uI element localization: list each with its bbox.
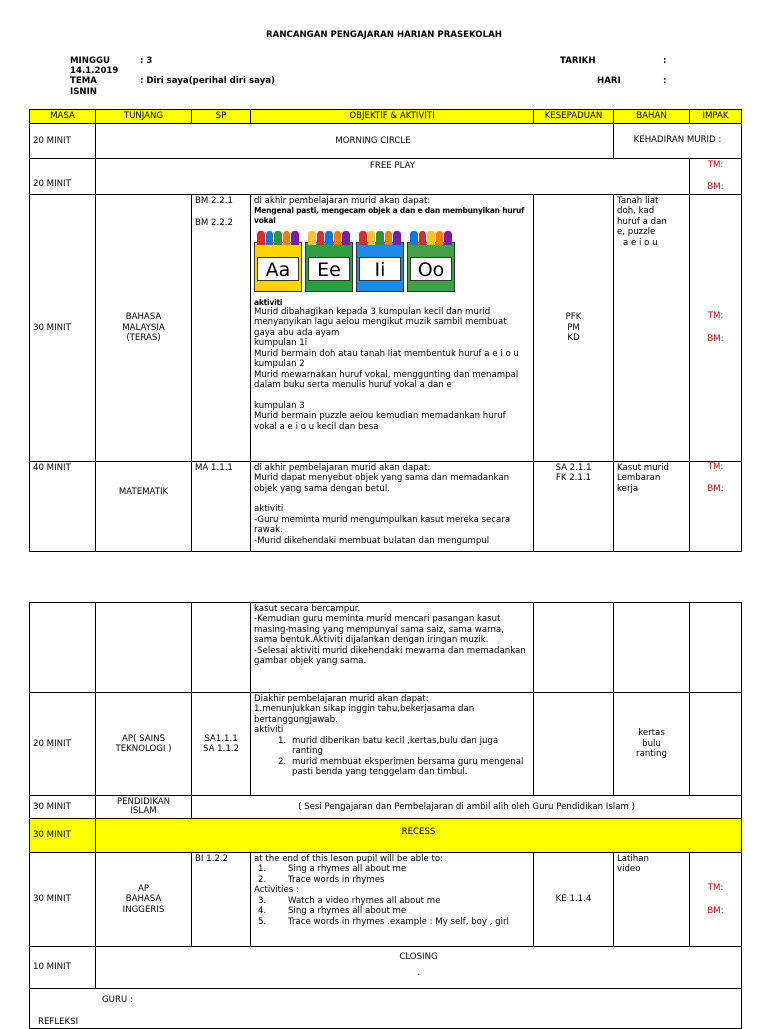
letter-tile: Aa [257, 257, 299, 281]
sp-cell [192, 194, 251, 461]
minggu-value: : 3 [140, 56, 153, 66]
tunjang-cell [96, 796, 192, 819]
sp-cell [192, 693, 251, 796]
bahan-line: kerja [617, 483, 639, 494]
table-row-bahasa-inggeris [30, 853, 742, 947]
col-bahan: BAHAN [614, 110, 690, 124]
list-item: 4. Sing a rhymes all about me [258, 906, 407, 917]
masa-cell: 20 MINIT [30, 693, 96, 796]
letter-tile: Oo [410, 257, 452, 281]
activity-line: -Murid dikehendaki membuat bulatan dan mengumpul [254, 535, 490, 546]
page-2 [0, 590, 768, 1027]
activity-line: Murid bermain puzzle aeiou kemudian memadankan huruf vokal a e i o u kecil dan besa [254, 411, 506, 432]
kesepaduan-code: KD [567, 333, 580, 344]
bahan-line: a e i o u [623, 237, 658, 248]
table-row-sains [30, 693, 742, 796]
sp-code: BM 2.2.1 [195, 195, 233, 206]
list-item: 1. Sing a rhymes all about me [258, 864, 407, 875]
tunjang-line: PENDIDIKAN [116, 796, 171, 807]
masa-cell: 30 MINIT [30, 194, 96, 461]
page-gap [0, 568, 768, 590]
hari-colon: : [663, 76, 667, 86]
bahan-line: huruf a dan [617, 216, 667, 227]
bahan-line: kertas [638, 728, 665, 739]
objective-text: Mengenal pasti, mengecam objek a dan e dan membunyikan huruf vokal [254, 206, 525, 225]
activity-line: Murid dibahagikan kepada 3 kumpulan kecil dan murid menyanyikan lagu aeiou mengikut muzik sambil membuat gaya abu ada ayam [254, 306, 507, 338]
objective-intro: at the end of this leson pupil will be able to: [254, 854, 444, 864]
closing-dot: . [417, 968, 420, 979]
masa-cell: 30 MINIT [30, 796, 96, 819]
masa-cell: 40 MINIT [30, 461, 96, 551]
bahan-line: e, puzzle [617, 227, 656, 238]
masa-cell: 20 MINIT [30, 159, 96, 195]
col-objektif: OBJEKTIF & AKTIVITI [251, 110, 534, 124]
masa-cell: 30 MINIT [30, 853, 96, 947]
impak-bm: BM: [707, 484, 724, 495]
tunjang-line: (TERAS) [126, 333, 161, 344]
list-item: 3. Watch a video rhymes all about me [258, 895, 441, 906]
tarikh-colon: : [663, 56, 667, 66]
masa-cell: 30 MINIT [30, 819, 96, 853]
bahan-line: Latihan [617, 854, 649, 864]
objektif-cell [251, 693, 534, 796]
bahan-line: bulu [642, 738, 661, 749]
bahan-cell [614, 693, 690, 796]
objektif-cell [251, 603, 534, 693]
lesson-plan-table [29, 109, 742, 552]
table-row-matematik [30, 461, 742, 551]
tunjang-line: BAHASA [125, 312, 162, 323]
hari-label: HARI [597, 76, 621, 86]
tunjang-line: ISLAM [130, 806, 157, 816]
minggu-label: MINGGU [70, 56, 111, 66]
list-item: 2. murid membuat eksperimen bersama guru mengenal pasti benda yang tenggelam dan timbul. [278, 756, 524, 778]
tunjang-cell [96, 853, 192, 947]
activity-line: kumpulan 3 [254, 400, 305, 411]
date-value: 14.1.2019 [70, 66, 119, 76]
masa-cell: 10 MINIT [30, 947, 96, 989]
objective-intro: di akhir pembelajaran murid akan dapat: [254, 195, 431, 206]
kesepaduan-code: PFK [565, 312, 582, 323]
bahan-line: video [617, 864, 641, 875]
col-impak: IMPAK [690, 110, 742, 124]
letter-tile: Ee [308, 257, 350, 281]
closing-text: CLOSING [399, 952, 438, 962]
col-tunjang: TUNJANG [96, 110, 192, 124]
kesepaduan-code: SA 2.1.1 [555, 462, 592, 473]
sp-code: BM 2.2.2 [195, 218, 233, 229]
table-row-matematik-continued [30, 603, 742, 693]
tunjang-line: INGGERIS [122, 904, 165, 915]
col-kesepaduan: KESEPADUAN [534, 110, 614, 124]
impak-bm: BM: [707, 905, 724, 916]
masa-cell: 20 MINIT [30, 124, 96, 159]
tarikh-label: TARIKH [560, 56, 596, 66]
table-row-bahasa-malaysia [30, 194, 742, 461]
kesepaduan-cell: KE 1.1.4 [534, 853, 614, 947]
tunjang-cell [96, 194, 192, 461]
activity-cell: MORNING CIRCLE [96, 124, 614, 159]
bahan-line: doh, kad [617, 206, 655, 217]
tunjang-cell: MATEMATIK [96, 461, 192, 551]
table-row-pendidikan-islam [30, 796, 742, 819]
guru-label: GURU : [102, 995, 133, 1005]
objektif-cell [251, 461, 534, 551]
table-row-refleksi [30, 989, 742, 1029]
tunjang-line: AP [137, 883, 150, 894]
activity-line: Murid bermain doh atau tanah liat membentuk huruf a e i o u [254, 348, 519, 359]
table-row-morning-circle [30, 124, 742, 159]
aktiviti-label: aktiviti [254, 297, 283, 307]
tema-value: : Diri saya(perihal diri saya) [140, 76, 275, 86]
impak-tm: TM: [707, 160, 724, 170]
kesepaduan-code: FK 2.1.1 [555, 473, 592, 484]
bahan-cell [614, 461, 690, 551]
impak-tm: TM: [707, 461, 724, 472]
kesepaduan-cell [534, 461, 614, 551]
table-row-closing [30, 947, 742, 989]
sp-code: SA1.1.1 [204, 733, 238, 744]
activity-line: Murid mewarnakan huruf vokal, menggunting dan menampal dalam buku serta menulis huruf vokal a dan e [254, 369, 519, 391]
tunjang-cell [96, 693, 192, 796]
objektif-cell [251, 194, 534, 461]
hari-value: ISNIN [70, 87, 97, 97]
impak-tm: TM: [707, 883, 724, 894]
kehadiran-cell: KEHADIRAN MURID : [614, 124, 742, 159]
refleksi-cell [30, 989, 742, 1029]
bahan-line: Lembaran [617, 473, 661, 484]
impak-tm: TM: [707, 311, 724, 322]
activity-cell: RECESS [96, 819, 742, 853]
bahan-cell [614, 853, 690, 947]
kesepaduan-code: PM [567, 322, 580, 333]
aktiviti-label: aktiviti [254, 725, 284, 736]
activity-line: kumpulan 1i [254, 338, 308, 349]
col-sp: SP [192, 110, 251, 124]
activity-line: -Selesai aktiviti murid dikehendaki mewarna dan memadankan gambar objek yang sama. [254, 645, 526, 667]
lesson-plan-table-continued [29, 602, 742, 1029]
impak-bm: BM: [707, 182, 724, 193]
bahan-cell [614, 194, 690, 461]
sp-cell: MA 1.1.1 [192, 461, 251, 551]
activity-line: Murid dapat menyebut objek yang sama dan memadankan objek yang sama dengan betul. [254, 473, 510, 494]
objektif-cell [251, 853, 534, 947]
col-masa: MASA [30, 110, 96, 124]
list-item: 2. Trace words in rhymes [258, 874, 385, 885]
tunjang-line: TEKNOLOGI ) [115, 744, 172, 754]
vowel-crayon-graphic [254, 228, 454, 294]
objective-text: 1.menunjukkan sikap inggin tahu,bekerjasama dan bertanggungjawab. [254, 704, 475, 725]
sp-code: SA 1.1.2 [202, 744, 240, 754]
sp-cell: BI 1.2.2 [192, 853, 251, 947]
refleksi-label: REFLEKSI [38, 1017, 79, 1027]
table-header-row [30, 110, 742, 124]
list-item: 1. murid diberikan batu kecil ,kertas,bulu dan juga ranting [278, 735, 499, 757]
activity-cell: ( Sesi Pengajaran dan Pembelajaran di ambil alih oleh Guru Pendidikan Islam ) [192, 796, 742, 819]
activity-line: aktiviti [254, 504, 284, 515]
letter-tile: Ii [359, 257, 401, 281]
activity-line: kasut secara bercampur. [254, 604, 361, 614]
activity-cell: FREE PLAY [96, 159, 690, 195]
objective-intro: Diakhir pembelajaran murid akan dapat: [254, 694, 429, 704]
activity-line: kumpulan 2 [254, 359, 305, 370]
list-item: 5. Trace words in rhymes .example : My self, boy , girl [258, 916, 509, 927]
kesepaduan-cell [534, 194, 614, 461]
table-row-recess [30, 819, 742, 853]
activity-line: -Guru meminta murid mengumpulkan kasut mereka secara rawak. [254, 514, 511, 536]
impak-bm: BM: [707, 333, 724, 344]
tunjang-line: MALAYSIA [122, 322, 165, 333]
tunjang-line: AP( SAINS [121, 733, 166, 744]
bahan-line: ranting [636, 749, 667, 760]
activity-line: -Kemudian guru meminta murid mencari pasangan kasut masing-masing yang mempunyai sama saiz, sama warna, sama bentuk.Aktiviti dijalankan dengan iringan muzik. [254, 614, 504, 646]
bahan-line: Kasut murid [617, 462, 669, 473]
activity-cell [96, 947, 742, 989]
table-row-free-play [30, 159, 742, 195]
tema-label: TEMA [70, 76, 97, 86]
tunjang-line: BAHASA [125, 894, 162, 905]
document-title: RANCANGAN PENGAJARAN HARIAN PRASEKOLAH [266, 30, 502, 40]
bahan-line: Tanah liat [617, 195, 659, 206]
activity-line: di akhir pembelajaran murid akan dapat: [254, 462, 431, 473]
activities-label: Activities : [254, 885, 299, 896]
